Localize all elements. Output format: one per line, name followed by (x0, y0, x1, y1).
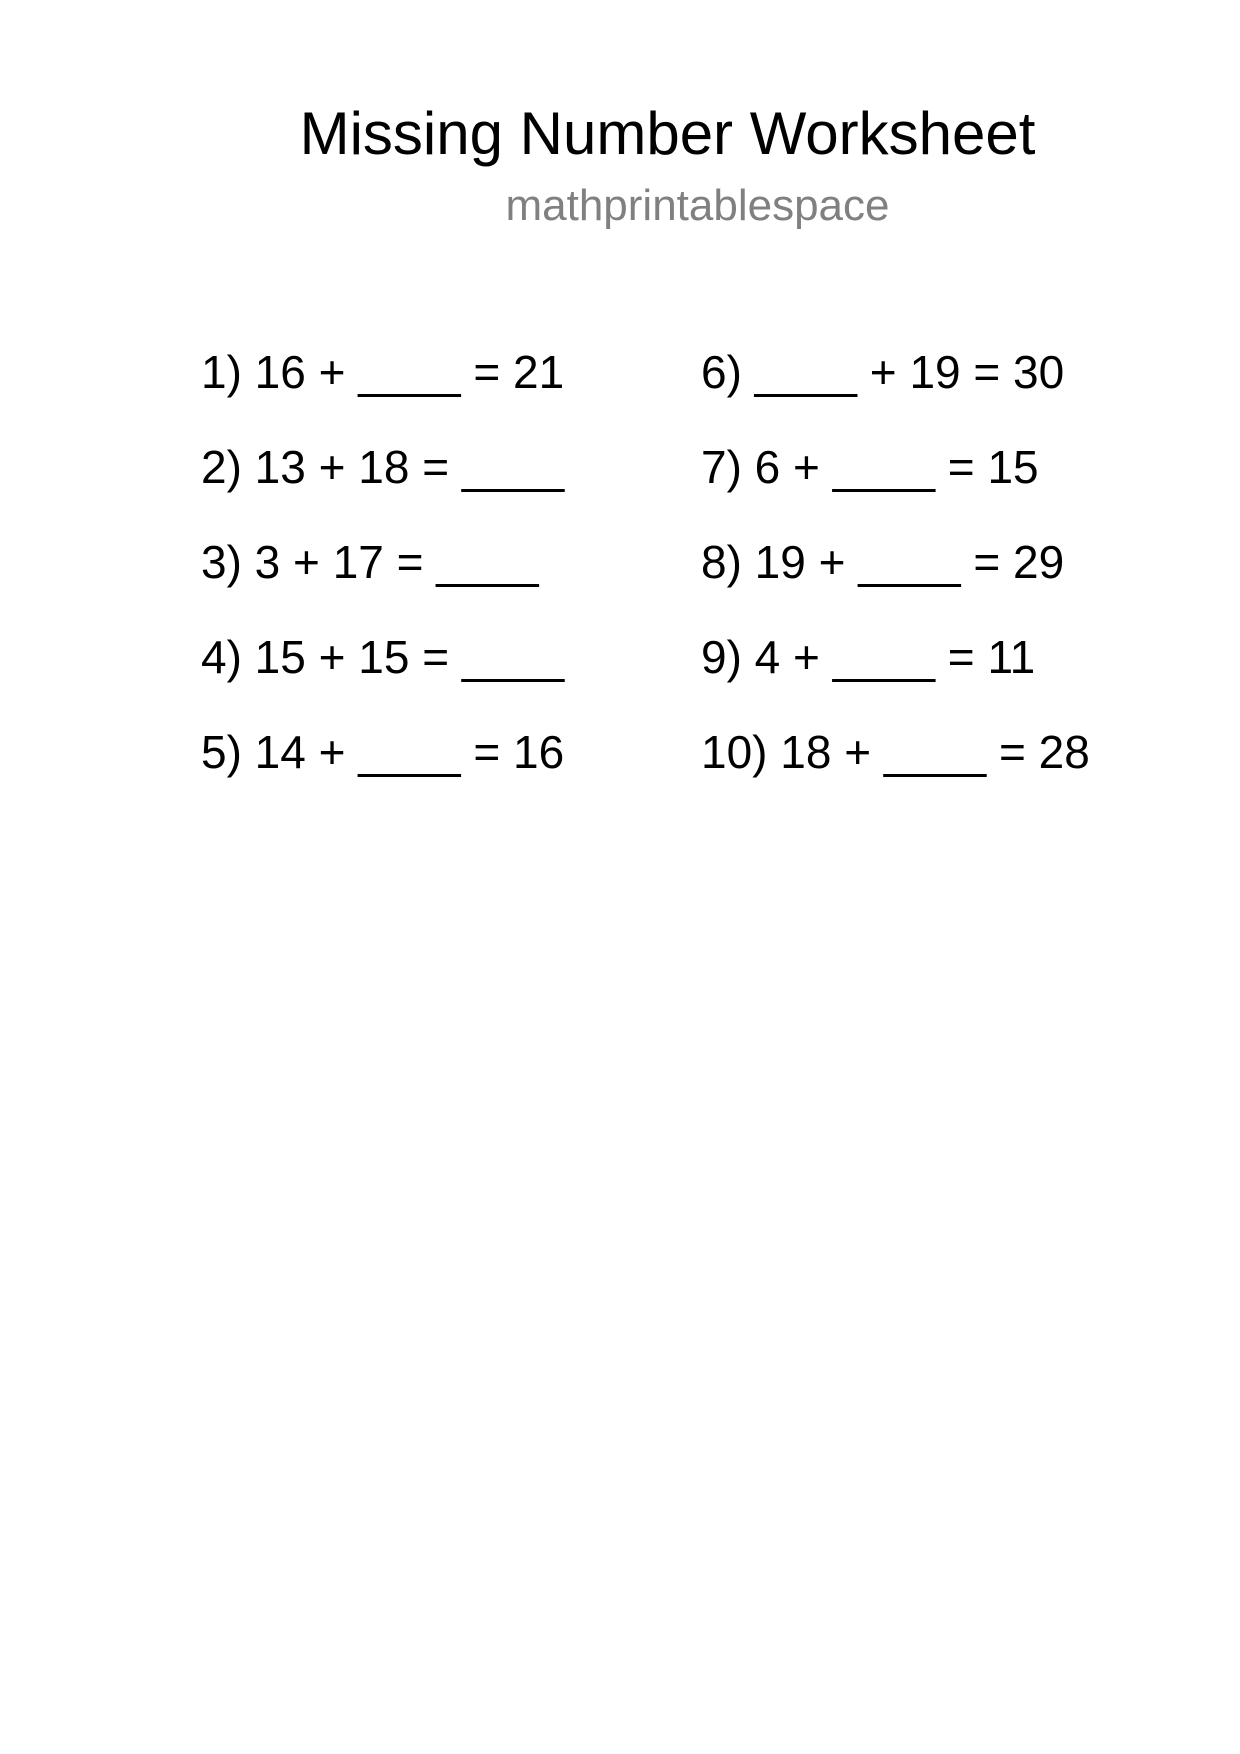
page-subtitle: mathprintablespace (505, 181, 890, 230)
problem-9: 9) 4 + ____ = 11 (701, 631, 1036, 683)
problem-2: 2) 13 + 18 = ____ (201, 441, 565, 493)
problem-8: 8) 19 + ____ = 29 (701, 536, 1065, 588)
problem-3: 3) 3 + 17 = ____ (201, 536, 539, 588)
problems-column-left (201, 342, 564, 817)
page-title: Missing Number Worksheet (299, 100, 1036, 167)
problem-1: 1) 16 + ____ = 21 (201, 346, 565, 398)
problem-6: 6) ____ + 19 = 30 (701, 346, 1065, 398)
problems-column-right (701, 342, 1090, 817)
problem-10: 10) 18 + ____ = 28 (701, 726, 1090, 778)
problem-4: 4) 15 + 15 = ____ (201, 631, 565, 683)
problem-5: 5) 14 + ____ = 16 (201, 726, 565, 778)
problem-7: 7) 6 + ____ = 15 (701, 441, 1039, 493)
